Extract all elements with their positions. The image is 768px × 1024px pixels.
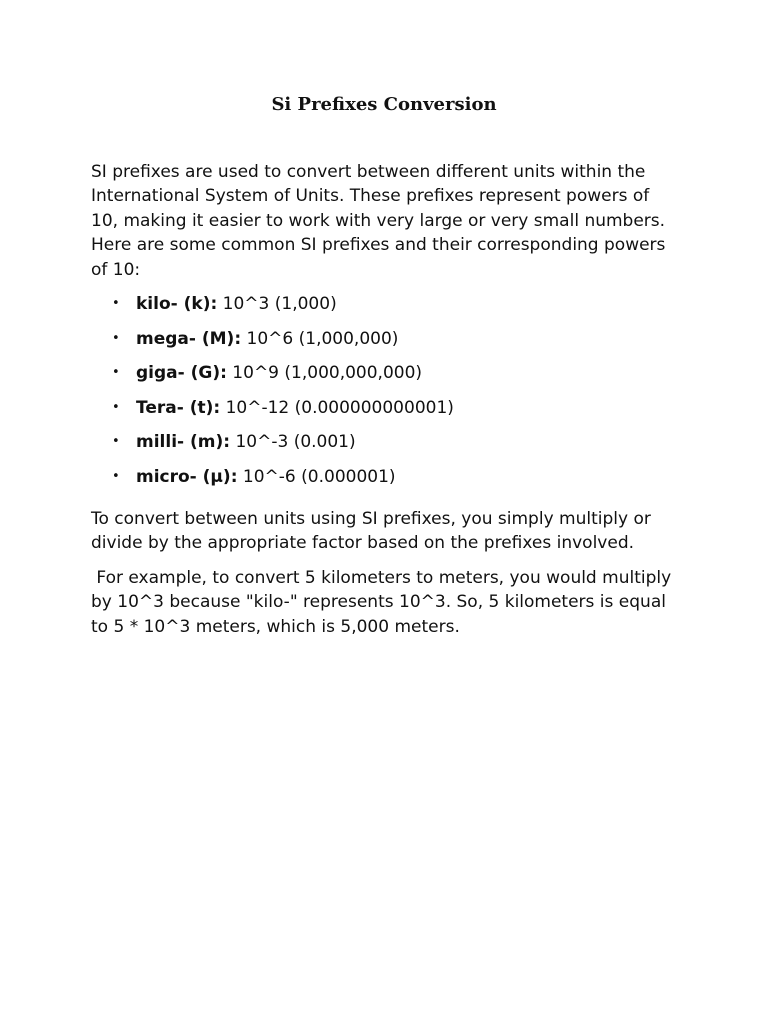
list-item	[91, 327, 681, 362]
prefix-name: giga- (G):	[136, 363, 227, 384]
bullet-icon: •	[112, 399, 120, 415]
prefix-name: Tera- (t):	[136, 397, 221, 418]
intro-paragraph: SI prefixes are used to convert between different units within the International System of Units. These prefixes represent powers of 10, making it easier to work with very large or very small numbers. Here are some common SI prefixes and their corresponding powers of 10:	[91, 162, 666, 280]
conversion-paragraph: To convert between units using SI prefixes, you simply multiply or divide by the appropriate factor based on the prefixes involved.	[91, 509, 651, 554]
prefix-value: 10^-12 (0.000000000001)	[220, 397, 454, 418]
list-item	[91, 361, 681, 396]
prefix-value: 10^3 (1,000)	[217, 294, 337, 315]
list-item	[91, 465, 681, 500]
example-paragraph: For example, to convert 5 kilometers to meters, you would multiply by 10^3 because "kilo-" represents 10^3. So, 5 kilometers is equal to 5 * 10^3 meters, which is 5,000 meters.	[91, 567, 677, 637]
prefix-value: 10^-3 (0.001)	[230, 432, 356, 453]
prefix-name: micro- (µ):	[136, 466, 238, 487]
document-body	[91, 160, 681, 639]
prefix-name: kilo- (k):	[136, 294, 218, 315]
document-title: Si Prefixes Conversion	[271, 94, 497, 115]
bullet-icon: •	[112, 468, 120, 484]
prefix-value: 10^9 (1,000,000,000)	[226, 363, 423, 384]
bullet-icon: •	[112, 296, 120, 312]
prefix-name: milli- (m):	[136, 432, 231, 453]
prefix-list	[91, 292, 681, 499]
bullet-icon: •	[112, 434, 120, 450]
prefix-name: mega- (M):	[136, 328, 242, 349]
list-item	[91, 430, 681, 465]
list-item	[91, 292, 681, 327]
bullet-icon: •	[112, 365, 120, 381]
prefix-value: 10^6 (1,000,000)	[241, 328, 399, 349]
bullet-icon: •	[112, 330, 120, 346]
prefix-value: 10^-6 (0.000001)	[237, 466, 396, 487]
list-item	[91, 396, 681, 431]
